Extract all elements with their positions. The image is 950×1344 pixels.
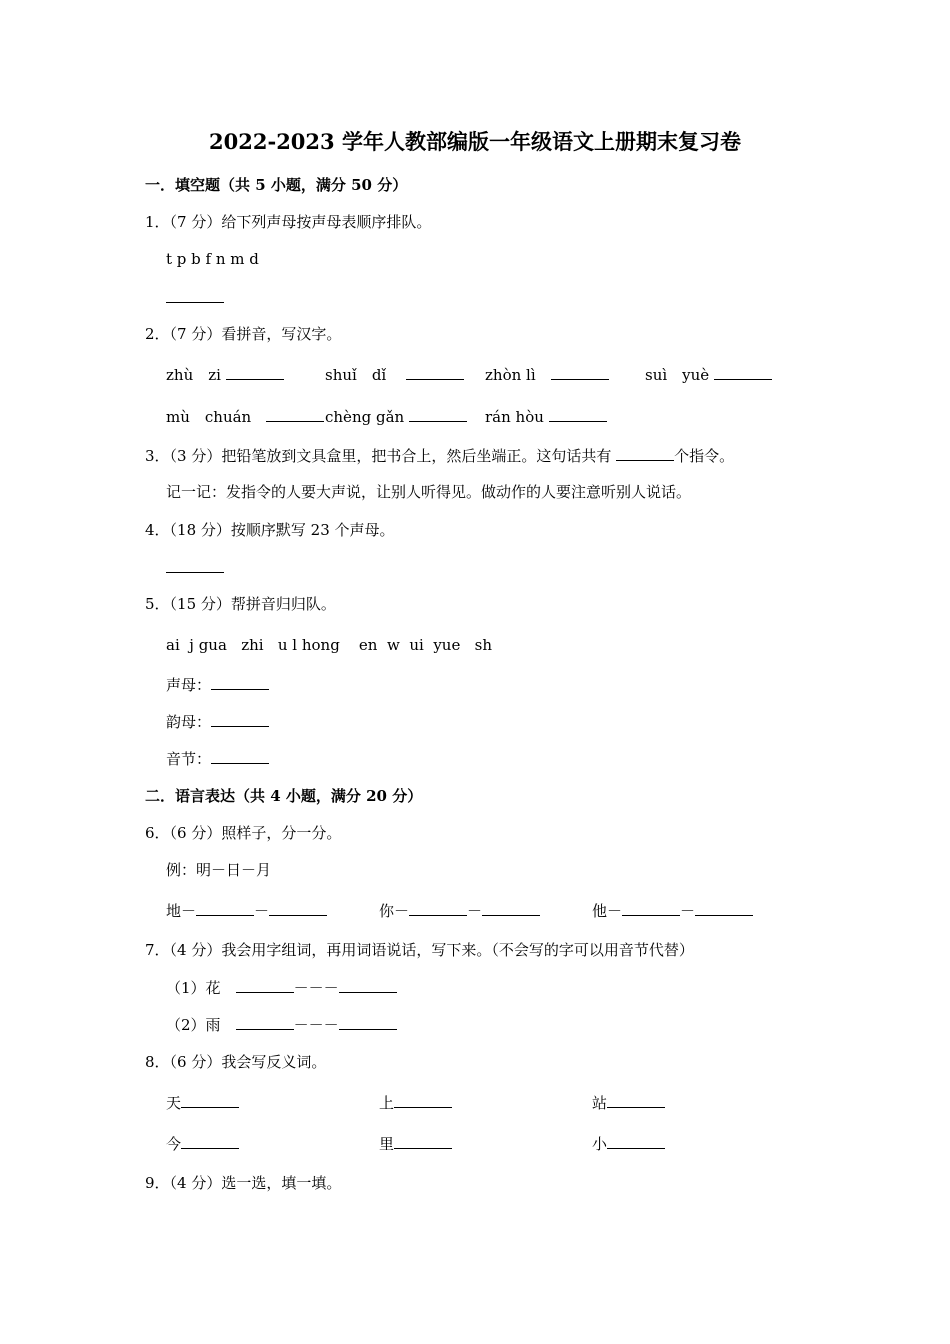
q6-example: 例：明－日－月 [166, 861, 272, 879]
answer-blank[interactable] [406, 365, 464, 380]
q1-answer-blank[interactable] [166, 288, 224, 307]
question-stem-end: 个指令。 [674, 447, 735, 465]
pinyin-item: mù chuán [166, 407, 324, 426]
answer-blank[interactable] [409, 407, 467, 422]
question-4 [145, 521, 395, 539]
question-7 [145, 941, 694, 959]
question-stem: （7 分）看拼音，写汉字。 [169, 325, 342, 343]
question-6 [145, 824, 341, 842]
question-number: 3． [145, 447, 170, 465]
question-stem: （6 分）我会写反义词。 [169, 1053, 327, 1071]
question-number: 6． [145, 824, 170, 842]
question-5 [145, 595, 336, 613]
antonym-item: 站 [592, 1093, 665, 1112]
answer-blank[interactable] [269, 901, 327, 916]
question-stem: （7 分）给下列声母按声母表顺序排队。 [169, 213, 432, 231]
answer-blank[interactable] [482, 901, 540, 916]
split-item: 你－ － [379, 901, 540, 920]
answer-blank[interactable] [211, 712, 269, 727]
antonym-item: 里 [379, 1134, 452, 1153]
q1-letters: t p b f n m d [166, 250, 259, 268]
answer-blank[interactable] [211, 675, 269, 690]
question-2 [145, 325, 341, 343]
answer-blank[interactable] [622, 901, 680, 916]
answer-blank[interactable] [394, 1134, 452, 1149]
question-8 [145, 1053, 326, 1071]
answer-blank[interactable] [181, 1134, 239, 1149]
word-item: （1）花 －－－ [166, 978, 397, 997]
question-stem: （3 分）把铅笔放到文具盒里，把书合上，然后坐端正。这句话共有 [169, 447, 612, 465]
pinyin-item: rán hòu [485, 407, 607, 426]
answer-blank[interactable] [394, 1093, 452, 1108]
answer-blank[interactable] [226, 365, 284, 380]
pinyin-item: zhù zi [166, 365, 284, 384]
answer-blank[interactable] [695, 901, 753, 916]
section-heading-2: 二．语言表达（共 4 小题，满分 20 分） [145, 787, 423, 805]
question-stem: （6 分）照样子，分一分。 [169, 824, 342, 842]
split-item: 他－ － [592, 901, 753, 920]
question-number: 1． [145, 213, 170, 231]
question-stem: （18 分）按顺序默写 23 个声母。 [169, 521, 395, 539]
question-3 [145, 446, 734, 465]
antonym-item: 天 [166, 1093, 239, 1112]
section-heading-1: 一．填空题（共 5 小题，满分 50 分） [145, 176, 408, 194]
question-number: 4． [145, 521, 170, 539]
q3-note: 记一记：发指令的人要大声说，让别人听得见。做动作的人要注意听别人说话。 [166, 483, 692, 501]
pinyin-item: chèng gǎn [325, 407, 467, 426]
word-item: （2）雨 －－－ [166, 1015, 397, 1034]
answer-blank[interactable] [549, 407, 607, 422]
question-stem: （15 分）帮拼音归归队。 [169, 595, 336, 613]
page-title: 2022-2023 学年人教部编版一年级语文上册期末复习卷 [209, 129, 741, 154]
answer-blank[interactable] [339, 978, 397, 993]
answer-blank[interactable] [409, 901, 467, 916]
question-number: 7． [145, 941, 170, 959]
answer-blank[interactable] [266, 407, 324, 422]
question-stem: （4 分）我会用字组词，再用词语说话，写下来。（不会写的字可以用音节代替） [169, 941, 694, 959]
question-number: 2． [145, 325, 170, 343]
answer-blank[interactable] [236, 978, 294, 993]
question-number: 5． [145, 595, 170, 613]
answer-blank[interactable] [196, 901, 254, 916]
answer-blank[interactable] [211, 749, 269, 764]
answer-blank[interactable] [607, 1134, 665, 1149]
split-item: 地－ － [166, 901, 327, 920]
pinyin-item: suì yuè [645, 365, 772, 384]
answer-blank[interactable] [714, 365, 772, 380]
answer-blank[interactable] [181, 1093, 239, 1108]
answer-blank[interactable] [616, 446, 674, 461]
answer-blank[interactable] [339, 1015, 397, 1030]
answer-blank[interactable] [607, 1093, 665, 1108]
answer-blank[interactable] [551, 365, 609, 380]
pinyin-item: shuǐ dǐ [325, 365, 464, 384]
question-number: 9． [145, 1174, 170, 1192]
yinjie-row: 音节： [166, 749, 269, 768]
q4-answer-blank[interactable] [166, 558, 224, 577]
question-stem: （4 分）选一选，填一填。 [169, 1174, 342, 1192]
q5-letters: ai j gua zhi u l hong en w ui yue sh [166, 636, 493, 654]
question-1 [145, 213, 431, 231]
shengmu-row: 声母： [166, 675, 269, 694]
question-9 [145, 1174, 341, 1192]
answer-blank[interactable] [236, 1015, 294, 1030]
yunmu-row: 韵母： [166, 712, 269, 731]
question-number: 8． [145, 1053, 170, 1071]
antonym-item: 小 [592, 1134, 665, 1153]
antonym-item: 今 [166, 1134, 239, 1153]
antonym-item: 上 [379, 1093, 452, 1112]
pinyin-item: zhòn lì [485, 365, 609, 384]
